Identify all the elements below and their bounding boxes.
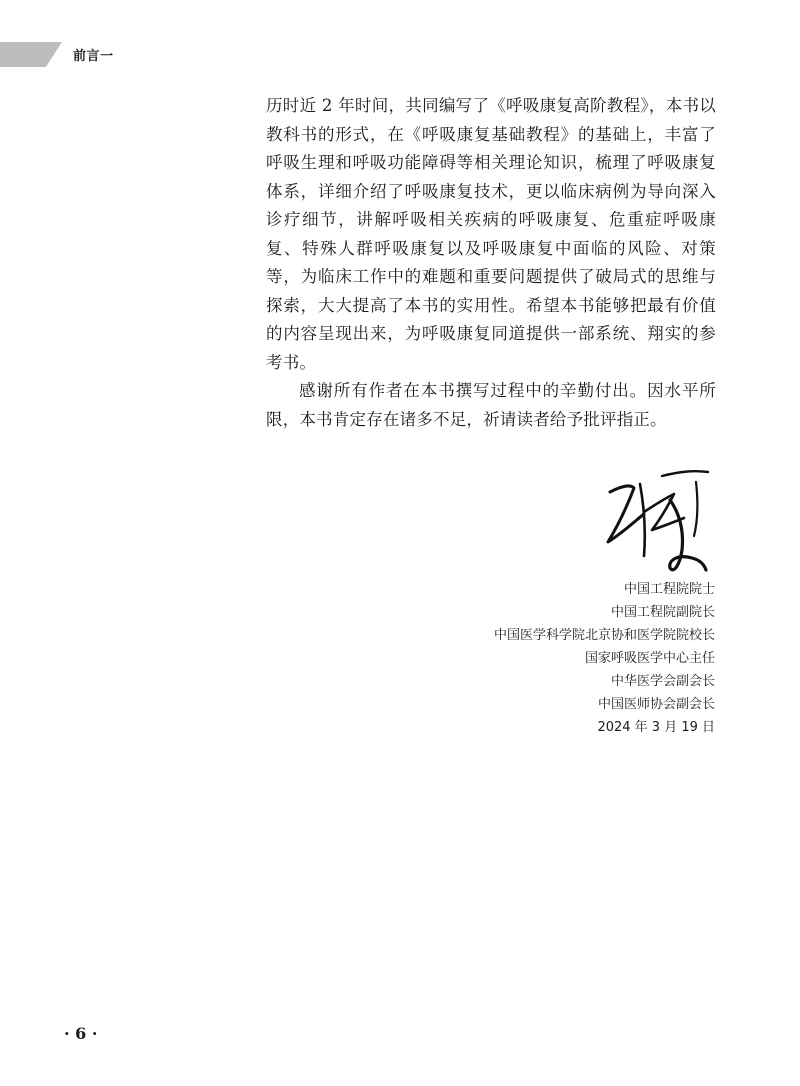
- header-band: [0, 42, 62, 67]
- author-title-2: 中国工程院副院长: [610, 605, 715, 620]
- signature-block: [494, 578, 715, 739]
- author-title-5: 中华医学会副会长: [610, 674, 715, 689]
- signature-date: 2024 年 3 月 19 日: [597, 720, 715, 735]
- author-title-6: 中国医师协会副会长: [597, 697, 715, 712]
- handwritten-signature: [600, 470, 720, 578]
- page-number: · 6 ·: [64, 1024, 98, 1043]
- paragraph-1: 历时近 2 年时间，共同编写了《呼吸康复高阶教程》，本书以教科书的形式，在《呼吸康复基础教程》的基础上，丰富了呼吸生理和呼吸功能障碍等相关理论知识，梳理了呼吸康复体系，详细介绍了呼吸康复技术，更以临床病例为导向深入诊疗细节，讲解呼吸相关疾病的呼吸康复、危重症呼吸康复、特殊人群呼吸康复以及呼吸康复中面临的风险、对策等，为临床工作中的难题和重要问题提供了破局式的思维与探索，大大提高了本书的实用性。希望本书能够把最有价值的内容呈现出来，为呼吸康复同道提供一部系统、翔实的参考书。: [266, 96, 716, 372]
- section-title: 前言一: [73, 49, 114, 64]
- body-text: [266, 92, 716, 434]
- author-title-1: 中国工程院院士: [623, 582, 715, 597]
- author-title-4: 国家呼吸医学中心主任: [584, 651, 715, 666]
- paragraph-2: 感谢所有作者在本书撰写过程中的辛勤付出。因水平所限，本书肯定存在诸多不足，祈请读者给予批评指正。: [266, 381, 716, 429]
- author-title-3: 中国医学科学院北京协和医学院院校长: [493, 628, 715, 643]
